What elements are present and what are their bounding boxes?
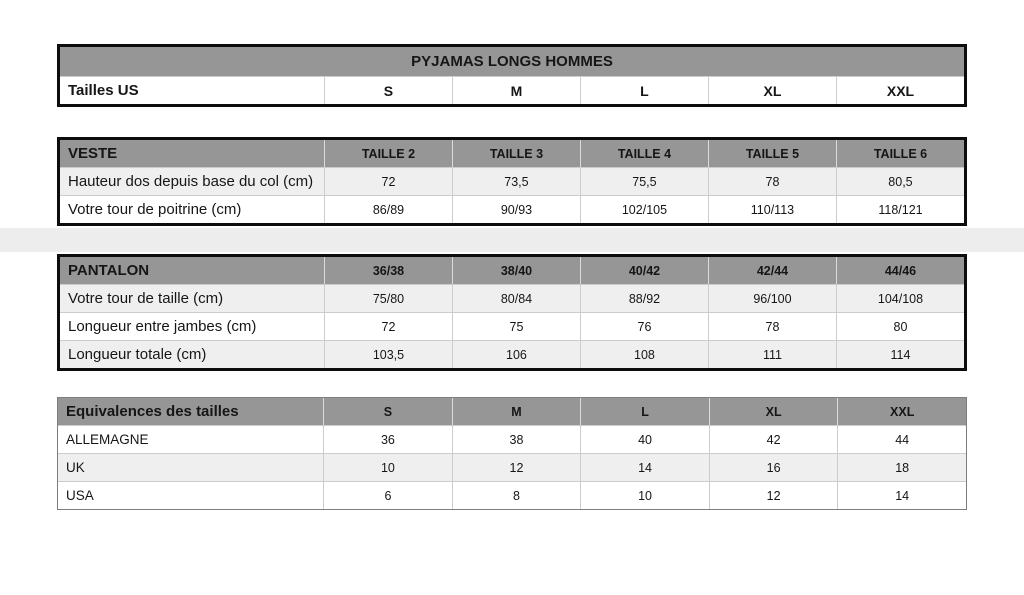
value-cell: 75 — [452, 312, 580, 340]
column-header-cell: 36/38 — [324, 257, 452, 284]
column-header-cell: L — [580, 398, 709, 425]
value-cell: 80 — [836, 312, 964, 340]
table-row — [60, 195, 964, 223]
value-cell: 78 — [708, 312, 836, 340]
row-label-cell: Longueur totale (cm) — [60, 340, 324, 368]
value-cell: 106 — [452, 340, 580, 368]
value-cell: 6 — [323, 481, 452, 509]
column-header-cell: TAILLE 6 — [836, 140, 964, 167]
equivalences-table — [57, 397, 967, 510]
value-cell: 10 — [580, 481, 709, 509]
row-label-cell: ALLEMAGNE — [58, 425, 323, 453]
value-cell: 88/92 — [580, 284, 708, 312]
value-cell: 16 — [709, 453, 838, 481]
header-table-section — [0, 44, 1024, 107]
table-header-row — [60, 140, 964, 167]
pantalon-table — [57, 254, 967, 371]
row-label-cell: USA — [58, 481, 323, 509]
section-divider-band — [0, 228, 1024, 252]
value-cell: 102/105 — [580, 195, 708, 223]
value-cell: 108 — [580, 340, 708, 368]
table-row — [58, 425, 966, 453]
value-cell: 14 — [580, 453, 709, 481]
value-cell: 80/84 — [452, 284, 580, 312]
value-cell: 114 — [836, 340, 964, 368]
value-cell: 118/121 — [836, 195, 964, 223]
value-cell: 103,5 — [324, 340, 452, 368]
table-row — [58, 481, 966, 509]
size-cell: S — [324, 76, 452, 104]
value-cell: 38 — [452, 425, 581, 453]
table-row — [60, 340, 964, 368]
column-header-cell: 40/42 — [580, 257, 708, 284]
column-header-cell: XL — [709, 398, 838, 425]
value-cell: 86/89 — [324, 195, 452, 223]
value-cell: 10 — [323, 453, 452, 481]
value-cell: 18 — [837, 453, 966, 481]
size-cell: XXL — [836, 76, 964, 104]
table-header-label: PANTALON — [60, 257, 324, 284]
table-header-label: Equivalences des tailles — [58, 398, 323, 425]
size-cell: L — [580, 76, 708, 104]
size-cell: M — [452, 76, 580, 104]
value-cell: 90/93 — [452, 195, 580, 223]
value-cell: 42 — [709, 425, 838, 453]
value-cell: 75/80 — [324, 284, 452, 312]
table-row — [60, 167, 964, 195]
value-cell: 96/100 — [708, 284, 836, 312]
column-header-cell: TAILLE 5 — [708, 140, 836, 167]
pyjamas-title-table — [57, 44, 967, 107]
pantalon-table-section — [0, 254, 1024, 371]
value-cell: 40 — [580, 425, 709, 453]
table-row — [60, 312, 964, 340]
value-cell: 14 — [837, 481, 966, 509]
value-cell: 73,5 — [452, 167, 580, 195]
table-row — [60, 76, 964, 104]
column-header-cell: S — [323, 398, 452, 425]
row-label-cell: Longueur entre jambes (cm) — [60, 312, 324, 340]
row-label-cell: Hauteur dos depuis base du col (cm) — [60, 167, 324, 195]
value-cell: 12 — [452, 453, 581, 481]
table-header-row — [60, 257, 964, 284]
column-header-cell: M — [452, 398, 581, 425]
column-header-cell: XXL — [837, 398, 966, 425]
value-cell: 75,5 — [580, 167, 708, 195]
table-row — [58, 453, 966, 481]
equivalences-table-section — [0, 397, 1024, 510]
size-chart-page — [0, 44, 1024, 595]
value-cell: 36 — [323, 425, 452, 453]
value-cell: 111 — [708, 340, 836, 368]
value-cell: 8 — [452, 481, 581, 509]
table-title-row — [60, 47, 964, 76]
value-cell: 80,5 — [836, 167, 964, 195]
row-label-cell: Votre tour de poitrine (cm) — [60, 195, 324, 223]
value-cell: 110/113 — [708, 195, 836, 223]
value-cell: 44 — [837, 425, 966, 453]
table-row — [60, 284, 964, 312]
table-header-row — [58, 398, 966, 425]
column-header-cell: 42/44 — [708, 257, 836, 284]
row-label-cell: UK — [58, 453, 323, 481]
column-header-cell: 44/46 — [836, 257, 964, 284]
column-header-cell: TAILLE 4 — [580, 140, 708, 167]
size-cell: XL — [708, 76, 836, 104]
veste-table-section — [0, 137, 1024, 226]
row-label-cell: Votre tour de taille (cm) — [60, 284, 324, 312]
column-header-cell: 38/40 — [452, 257, 580, 284]
value-cell: 76 — [580, 312, 708, 340]
value-cell: 72 — [324, 167, 452, 195]
table-title: PYJAMAS LONGS HOMMES — [60, 47, 964, 76]
value-cell: 72 — [324, 312, 452, 340]
veste-table — [57, 137, 967, 226]
column-header-cell: TAILLE 2 — [324, 140, 452, 167]
row-label-cell: Tailles US — [60, 76, 324, 104]
value-cell: 12 — [709, 481, 838, 509]
table-header-label: VESTE — [60, 140, 324, 167]
value-cell: 104/108 — [836, 284, 964, 312]
value-cell: 78 — [708, 167, 836, 195]
column-header-cell: TAILLE 3 — [452, 140, 580, 167]
